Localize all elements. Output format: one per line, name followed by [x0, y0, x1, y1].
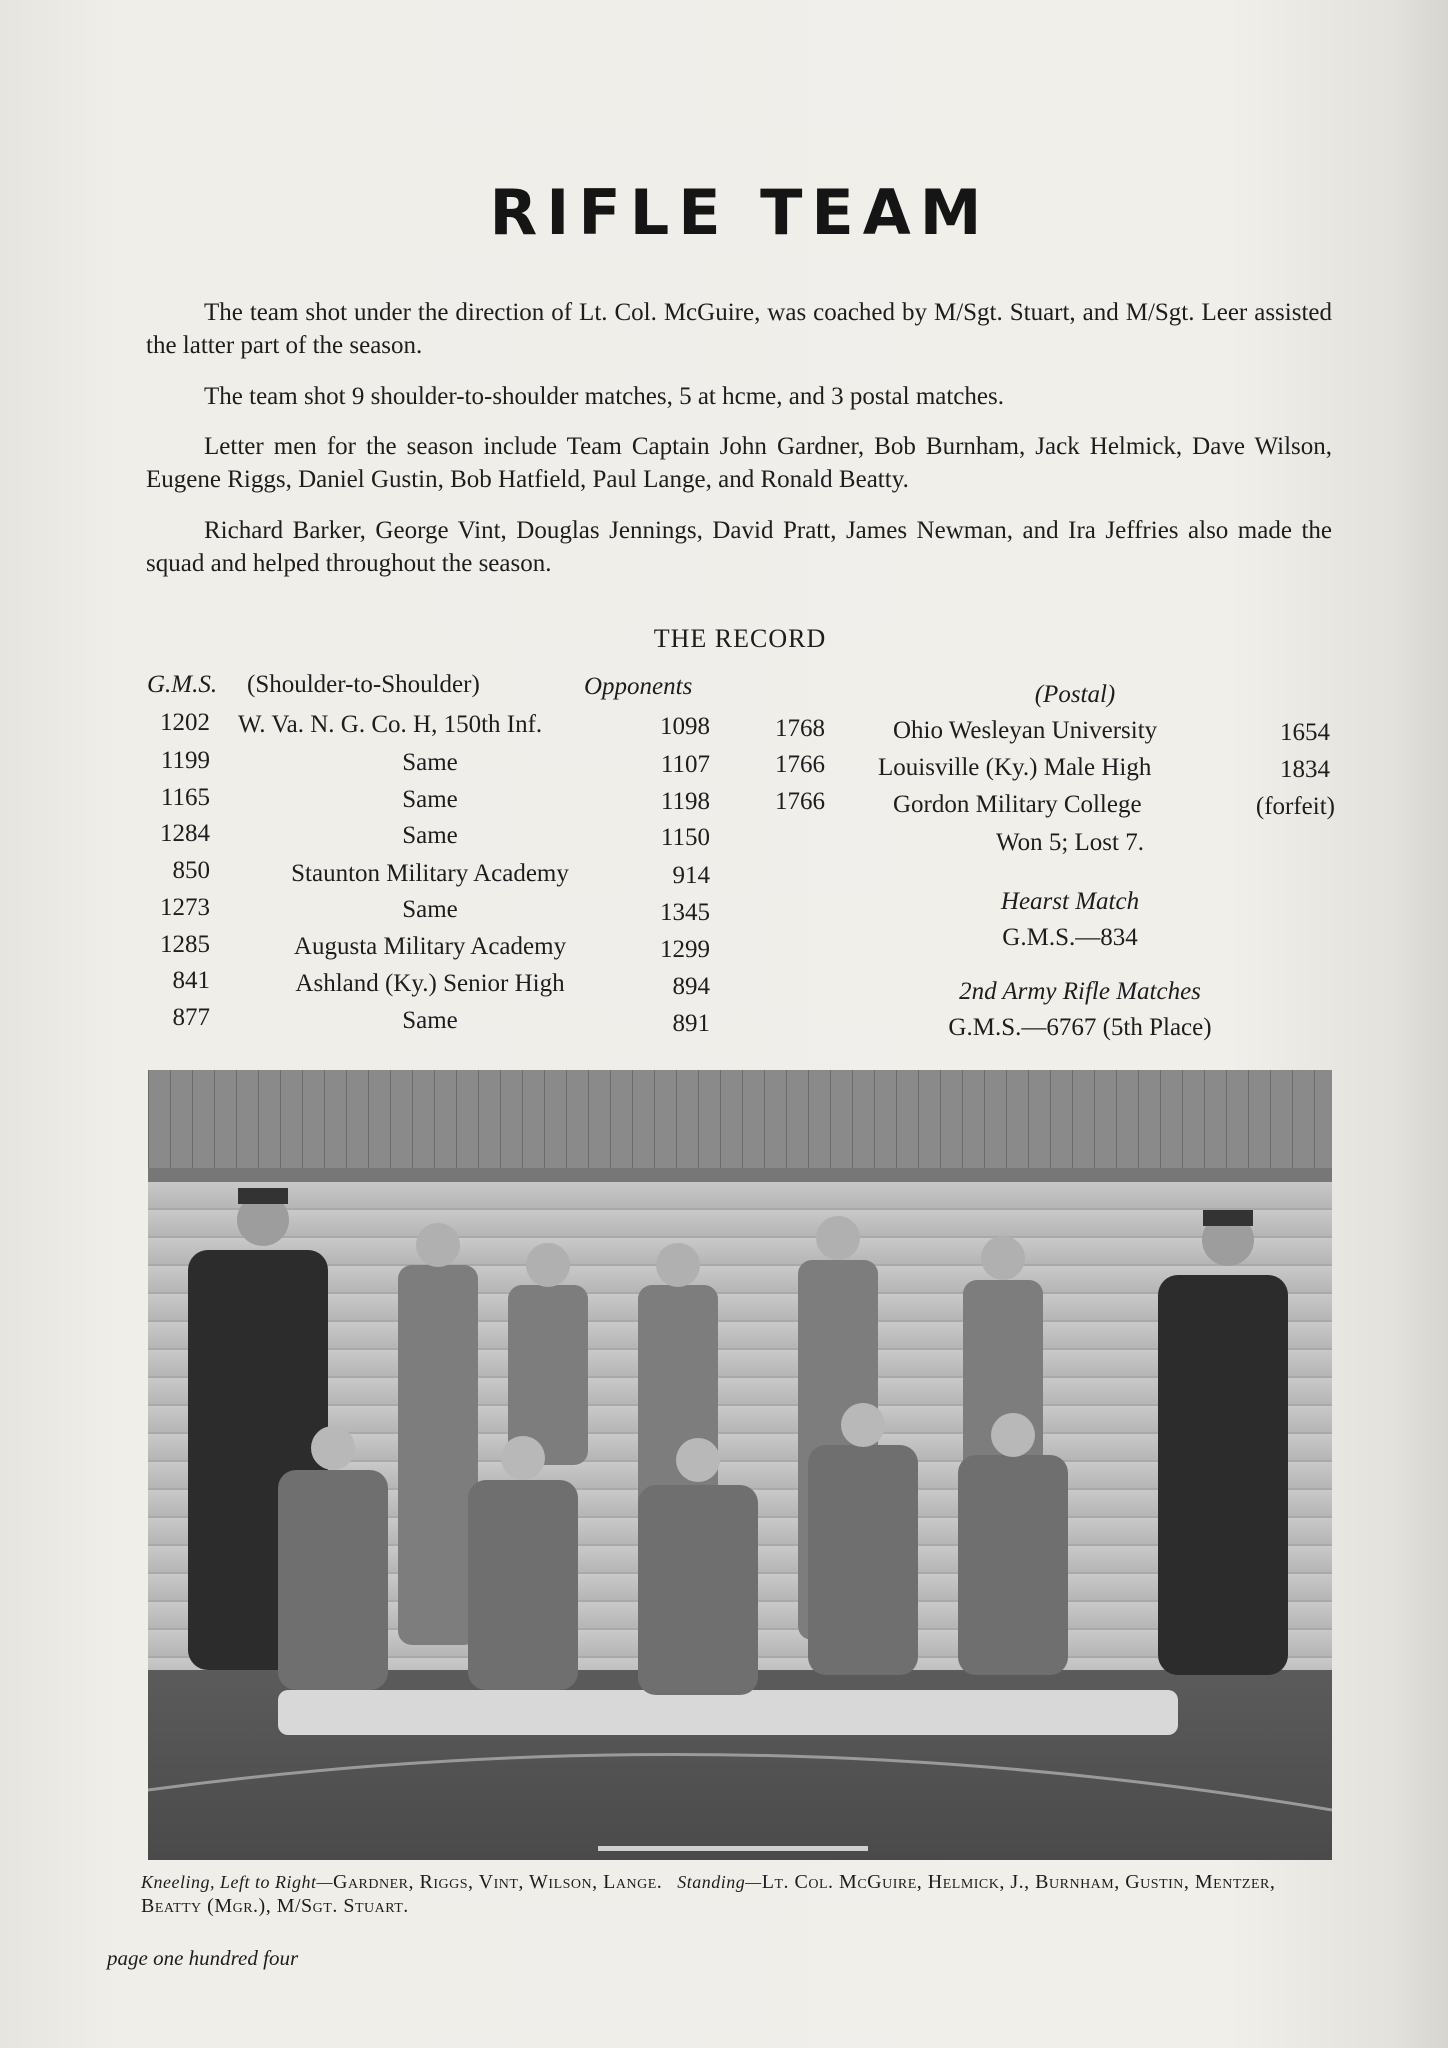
row-opponent: Augusta Military Academy	[293, 933, 567, 960]
paragraph-coaches	[146, 296, 1332, 362]
row-gms: 1165	[160, 784, 210, 811]
season-summary: Won 5; Lost 7.	[996, 829, 1144, 856]
row-score: 1299	[660, 936, 710, 963]
team-photo	[148, 1070, 1332, 1860]
page-number: page one hundred four	[107, 1946, 299, 1970]
postal-score: 1834	[1280, 756, 1330, 783]
row-score: 1345	[660, 899, 710, 926]
paragraph-text: Letter men for the season include Team Captain John Gardner, Bob Burnham, Jack Helmick, Dave Wilson, Eugene Riggs, Daniel Gustin, Bob Hatfield, Paul Lange, and Ronald Beatty.	[146, 433, 1332, 493]
row-score: 1150	[660, 824, 710, 851]
kneeling-names: Gardner, Riggs, Vint, Wilson, Lange.	[333, 1871, 663, 1893]
row-opponent: Same	[402, 786, 458, 813]
row-gms: 841	[172, 967, 210, 994]
row-score: 891	[672, 1010, 710, 1037]
postal-opponent: Louisville (Ky.) Male High	[878, 754, 1152, 781]
row-score: 1107	[660, 751, 710, 778]
row-gms: 1273	[160, 894, 210, 921]
row-score: 1198	[660, 788, 710, 815]
record-heading: THE RECORD	[653, 624, 827, 653]
row-opponent: W. Va. N. G. Co. H, 150th Inf.	[238, 711, 543, 738]
row-gms: 850	[172, 857, 210, 884]
row-gms: 1199	[160, 747, 210, 774]
postal-gms: 1766	[775, 788, 825, 815]
row-score: 914	[672, 862, 710, 889]
postal-gms: 1766	[775, 751, 825, 778]
paragraph-letter-men	[146, 430, 1332, 496]
postal-header: (Postal)	[1034, 681, 1116, 708]
row-gms: 1284	[160, 820, 210, 847]
army-matches-score: G.M.S.—6767 (5th Place)	[948, 1014, 1212, 1041]
shoulder-header: (Shoulder-to-Shoulder)	[247, 671, 480, 698]
row-opponent: Same	[402, 822, 458, 849]
paragraph-text: The team shot 9 shoulder-to-shoulder matches, 5 at hcme, and 3 postal matches.	[204, 383, 1004, 410]
postal-opponent: Ohio Wesleyan University	[893, 717, 1158, 744]
row-gms: 877	[172, 1004, 210, 1031]
row-opponent: Ashland (Ky.) Senior High	[295, 970, 565, 997]
kneeling-label: Kneeling, Left to Right—	[141, 1872, 333, 1892]
gms-column-header: G.M.S.	[147, 671, 218, 698]
opponents-column-header: Opponents	[584, 673, 693, 700]
row-opponent: Same	[402, 749, 458, 776]
row-opponent: Staunton Military Academy	[291, 860, 569, 887]
row-score: 1098	[660, 713, 710, 740]
postal-opponent: Gordon Military College	[893, 791, 1142, 818]
row-gms: 1202	[160, 709, 210, 736]
postal-gms: 1768	[775, 715, 825, 742]
photo-caption	[141, 1870, 1331, 1918]
postal-score: 1654	[1280, 719, 1330, 746]
row-score: 894	[672, 973, 710, 1000]
team-photo-illustration	[148, 1070, 1332, 1860]
hearst-match-title: Hearst Match	[1000, 888, 1140, 915]
army-matches-title: 2nd Army Rifle Matches	[959, 978, 1201, 1005]
postal-score: (forfeit)	[1255, 793, 1335, 820]
paragraph-text: Richard Barker, George Vint, Douglas Jennings, David Pratt, James Newman, and Ira Jeffries also made the squad and helped throughout the season.	[146, 517, 1332, 577]
hearst-match-score: G.M.S.—834	[1002, 924, 1138, 951]
row-opponent: Same	[402, 1007, 458, 1034]
page-title: RIFLE TEAM	[489, 176, 991, 249]
standing-names: Lt. Col. McGuire, Helmick, J., Burnham, Gustin, Mentzer, Beatty (Mgr.), M/Sgt. Stuart.	[141, 1871, 1276, 1917]
row-gms: 1285	[160, 931, 210, 958]
standing-label: Standing—	[677, 1872, 762, 1892]
paragraph-text: The team shot under the direction of Lt. Col. McGuire, was coached by M/Sgt. Stuart, and M/Sgt. Leer assisted the latter part of the season.	[146, 299, 1332, 359]
paragraph-squad	[146, 514, 1332, 580]
row-opponent: Same	[402, 896, 458, 923]
paragraph-matches	[146, 380, 1332, 413]
